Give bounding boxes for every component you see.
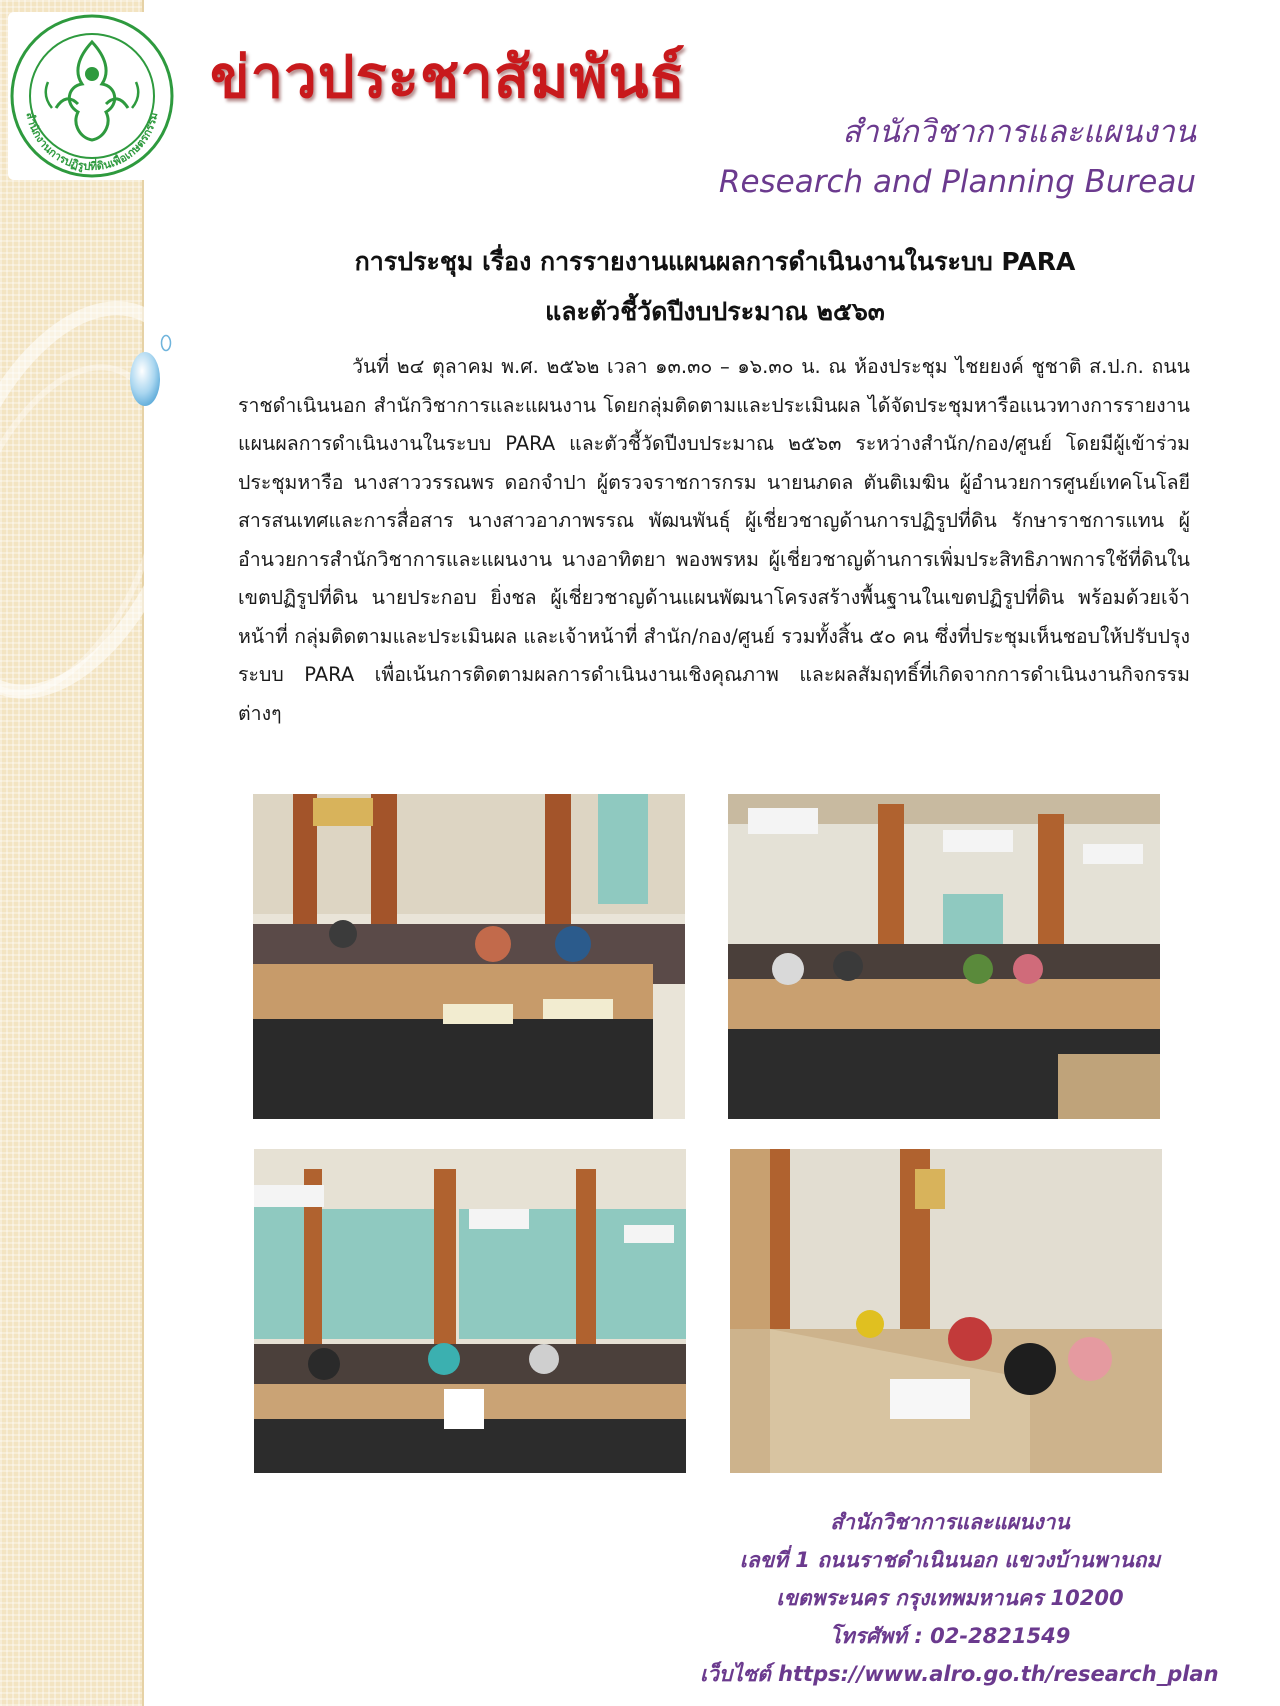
footer-address-line1: เลขที่ 1 ถนนราชดำเนินนอก แขวงบ้านพานถม xyxy=(739,1548,1161,1572)
meeting-photo-4 xyxy=(730,1149,1162,1473)
water-drop-icon xyxy=(128,350,162,408)
bureau-name-thai: สำนักวิชาการและแผนงาน xyxy=(842,114,1196,150)
meeting-room-photo-icon xyxy=(728,794,1160,1119)
meeting-room-photo-icon xyxy=(254,1149,686,1473)
footer-phone: โทรศัพท์ : 02-2821549 xyxy=(829,1624,1071,1648)
footer-address-line2: เขตพระนคร กรุงเทพมหานคร 10200 xyxy=(776,1586,1124,1610)
decorative-swirl xyxy=(0,250,220,770)
meeting-photo-2 xyxy=(728,794,1160,1119)
small-bubble-icon xyxy=(160,334,172,352)
meeting-photo-1 xyxy=(253,794,685,1119)
article-body: วันที่ ๒๔ ตุลาคม พ.ศ. ๒๕๖๒ เวลา ๑๓.๓๐ – ๑๖.๓๐ น. ณ ห้องประชุม ไชยยงค์ ชูชาติ ส.ป.ก. ถนนราชดำเนินนอก สำนักวิชาการและแผนงาน โดยกลุ่มติดตามและประเมินผล ได้จัดประชุมหารือแนวทางการรายงานแผนผลการดำเนินงานในระบบ PARA และตัวชี้วัดปีงบประมาณ ๒๕๖๓ ระหว่างสำนัก/กอง/ศูนย์ โดยมีผู้เข้าร่วมประชุมหารือ นางสาววรรณพร ดอกจำปา ผู้ตรวจราชการกรม นายนภดล ตันติเมฆิน ผู้อำนวยการศูนย์เทคโนโลยีสารสนเทศและการสื่อสาร นางสาวอาภาพรรณ พัฒนพันธุ์ ผู้เชี่ยวชาญด้านการปฏิรูปที่ดิน รักษาราชการแทน ผู้อำนวยการสำนักวิชาการและแผนงาน นางอาทิตยา พองพรหม ผู้เชี่ยวชาญด้านการเพิ่มประสิทธิภาพการใช้ที่ดินในเขตปฏิรูปที่ดิน นายประกอบ ยิ่งชล ผู้เชี่ยวชาญด้านแผนพัฒนาโครงสร้างพื้นฐานในเขตปฏิรูปที่ดิน พร้อมด้วยเจ้าหน้าที่ กลุ่มติดตามและประเมินผล และเจ้าหน้าที่ สำนัก/กอง/ศูนย์ รวมทั้งสิ้น ๕๐ คน ซึ่งที่ประชุมเห็นชอบให้ปรับปรุงระบบ PARA เพื่อเน้นการติดตามผลการดำเนินงานเชิงคุณภาพ และผลสัมฤทธิ์ที่เกิดจากการดำเนินงานกิจกรรมต่างๆ xyxy=(238,355,1190,725)
meeting-room-photo-icon xyxy=(253,794,685,1119)
footer-bureau-name: สำนักวิชาการและแผนงาน xyxy=(830,1510,1070,1534)
organization-logo xyxy=(8,12,176,180)
meeting-room-photo-icon xyxy=(730,1149,1162,1473)
news-title: ข่าวประชาสัมพันธ์ xyxy=(210,43,686,111)
article-heading-line1: การประชุม เรื่อง การรายงานแผนผลการดำเนินงานในระบบ PARA xyxy=(354,247,1076,276)
meeting-photo-3 xyxy=(254,1149,686,1473)
alro-seal-logo-icon xyxy=(8,12,176,180)
article-heading-line2: และตัวชี้วัดปีงบประมาณ ๒๕๖๓ xyxy=(545,297,885,326)
footer-website: เว็บไซต์ https://www.alro.go.th/research_plan xyxy=(700,1662,1219,1686)
svg-text:สำนักงานการปฏิรูปที่ดินเพื่อเก: สำนักงานการปฏิรูปที่ดินเพื่อเกษตรกรรม xyxy=(23,110,161,174)
bureau-name-english: Research and Planning Bureau xyxy=(718,164,1196,200)
